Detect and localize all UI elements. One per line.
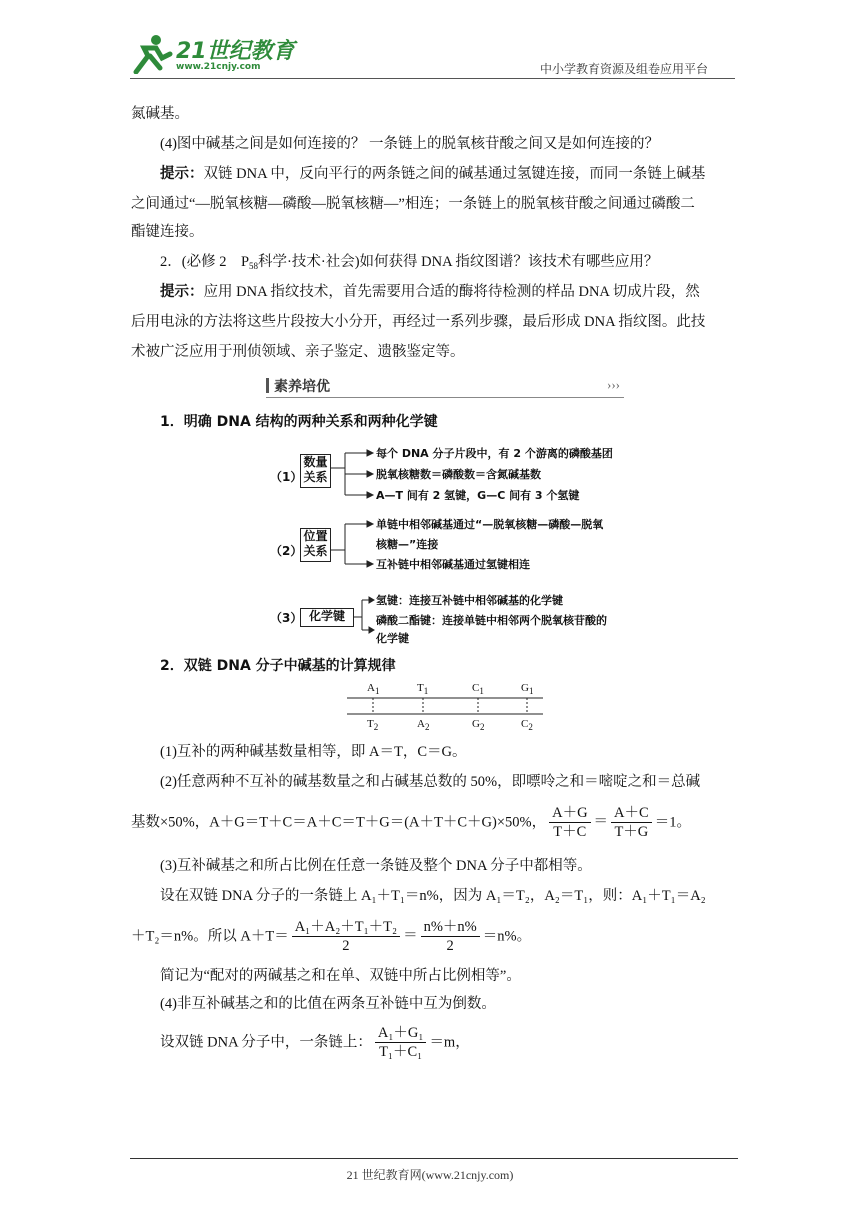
base-pair-schematic: [345, 682, 545, 734]
hint-2-line3: 术被广泛应用于刑侦领域、亲子鉴定、遗骸鉴定等。: [131, 344, 465, 360]
rule-4-formula: 设双链 DNA 分子中，一条链上： $\frac{\text{A₁＋G₁}}{\text{T₁＋C₁}}$ ＝m，: [160, 1025, 470, 1060]
rule-1: (1)互补的两种碱基数量相等，即 A＝T，C＝G。: [160, 744, 467, 760]
group-2-label: 位置关系: [300, 528, 331, 562]
rule-3-formula: ＋T₂＝n%。所以 A＋T＝ $\frac{\text{A₁＋A₂＋T₁＋T₂}}{2}$ ＝ $\frac{n\%+n\%}{2}$ ＝n%。: [131, 919, 532, 954]
text-line: 氮碱基。: [131, 106, 189, 122]
fraction: $\frac{\text{A₁＋G₁}}{\text{T₁＋C₁}}$: [375, 1024, 427, 1061]
hint-label: 提示：: [160, 284, 204, 300]
hint-4-line2: 之间通过“—脱氧核糖—磷酸—脱氧核糖—”相连；一条链上的脱氧核苷酸之间通过磷酸二: [131, 196, 695, 212]
group-2-item: 核糖—”连接: [376, 538, 439, 551]
hint-2-text: 应用 DNA 指纹技术，首先需要用合适的酶将待检测的样品 DNA 切成片段，然: [203, 284, 700, 300]
hint-4: [160, 164, 760, 184]
logo-text: 21世纪教育: [176, 39, 295, 64]
rule-3-line2: ＋T₂＝n%。所以 A＋T＝: [131, 928, 289, 945]
top-base: $C_1$: [472, 682, 484, 696]
logo-url: www.21cnjy.com: [176, 62, 261, 72]
rule-2-line: 基数×50%，A＋G＝T＋C＝A＋C＝T＋G＝(A＋T＋C＋G)×50%，: [131, 814, 547, 831]
footer-text: 21 世纪教育网(www.21cnjy.com): [346, 1168, 514, 1182]
question-2-post: 科学·技术·社会)如何获得 DNA 指纹图谱？该技术有哪些应用？: [258, 254, 659, 270]
point-1-title: 1．明确 DNA 结构的两种关系和两种化学键: [160, 414, 438, 430]
group-1-item: 每个 DNA 分子片段中，有 2 个游离的磷酸基团: [376, 447, 613, 460]
group-3-number: （3）: [270, 611, 303, 625]
hint-4-line3: 酯键连接。: [131, 224, 204, 240]
point-2-title: 2．双链 DNA 分子中碱基的计算规律: [160, 658, 396, 674]
bottom-base: $G_2$: [472, 718, 485, 732]
rule-2-formula: 基数×50%，A＋G＝T＋C＝A＋C＝T＋G＝(A＋T＋C＋G)×50%， $\frac{A+G}{T+C}$ ＝ $\frac{A+C}{T+G}$ ＝1。: [131, 805, 691, 840]
hint-2-line2: 后用电泳的方法将这些片段按大小分开，再经过一系列步骤，最后形成 DNA 指纹图。此技: [131, 314, 706, 330]
group-3-item: 氢键：连接互补链中相邻碱基的化学键: [376, 594, 563, 607]
header-rule: [130, 78, 735, 79]
fraction: $\frac{A+C}{T+G}$: [611, 804, 652, 841]
question-4: (4)图中碱基之间是如何连接的？ 一条链上的脱氧核苷酸之间又是如何连接的？: [160, 136, 660, 152]
hint-label: 提示：: [160, 166, 204, 182]
group-2-item: 互补链中相邻碱基通过氢键相连: [376, 558, 530, 571]
question-2-page: 58: [249, 261, 259, 271]
group-1-item: 脱氧核糖数＝磷酸数＝含氮碱基数: [376, 468, 541, 481]
rule-4: (4)非互补碱基之和的比值在两条互补链中互为倒数。: [160, 996, 496, 1012]
question-2-pre: 2．(必修 2 P: [160, 254, 250, 270]
question-2: [160, 252, 760, 276]
section-title: 素养培优: [274, 379, 330, 395]
fraction: $\frac{n\%+n\%}{2}$: [421, 918, 480, 955]
top-base: $T_1$: [417, 682, 429, 696]
rule-3-summary: 简记为“配对的两碱基之和在单、双链中所占比例相等”。: [160, 968, 521, 984]
logo-runner-icon: [126, 34, 176, 74]
hint-4-text: 双链 DNA 中，反向平行的两条链之间的碱基通过氢键连接，而同一条链上碱基: [203, 166, 706, 182]
bottom-base: $A_2$: [417, 718, 430, 732]
hint-2: [160, 282, 760, 302]
structure-diagram: [270, 440, 630, 645]
bottom-base: $C_2$: [521, 718, 533, 732]
header: [120, 30, 740, 80]
group-1-number: （1）: [270, 470, 303, 484]
section-banner: [266, 375, 624, 398]
rule-3-line1: 设在双链 DNA 分子的一条链上 A₁＋T₁＝n%，因为 A₁＝T₂，A₂＝T₁，则：A₁＋T₁＝A₂: [160, 888, 706, 904]
fraction: $\frac{\text{A₁＋A₂＋T₁＋T₂}}{2}$: [292, 918, 400, 955]
rule-2: (2)任意两种不互补的碱基数量之和占碱基总数的 50%，即嘌呤之和＝嘧啶之和＝总碱: [160, 774, 701, 790]
group-3-item: 化学键: [376, 632, 409, 645]
rule-4-line: 设双链 DNA 分子中，一条链上：: [160, 1034, 372, 1051]
section-bar: [266, 378, 269, 393]
rule-3: (3)互补碱基之和所占比例在任意一条链及整个 DNA 分子中都相等。: [160, 858, 592, 874]
group-2-number: （2）: [270, 544, 303, 558]
platform-name: 中小学教育资源及组卷应用平台: [540, 62, 709, 76]
group-3-item: 磷酸二酯键：连接单链中相邻两个脱氧核苷酸的: [376, 614, 607, 627]
group-1-item: A—T 间有 2 氢键，G—C 间有 3 个氢键: [376, 489, 580, 502]
group-3-label: 化学键: [300, 608, 354, 627]
top-base: $G_1$: [521, 682, 534, 696]
group-1-label: 数量关系: [300, 454, 331, 488]
group-2-item: 单链中相邻碱基通过“—脱氧核糖—磷酸—脱氧: [376, 518, 604, 531]
chevrons-icon: ›››: [607, 377, 620, 392]
footer-rule: [130, 1158, 738, 1159]
fraction: $\frac{A+G}{T+C}$: [549, 804, 590, 841]
bottom-base: $T_2$: [367, 718, 379, 732]
top-base: $A_1$: [367, 682, 380, 696]
